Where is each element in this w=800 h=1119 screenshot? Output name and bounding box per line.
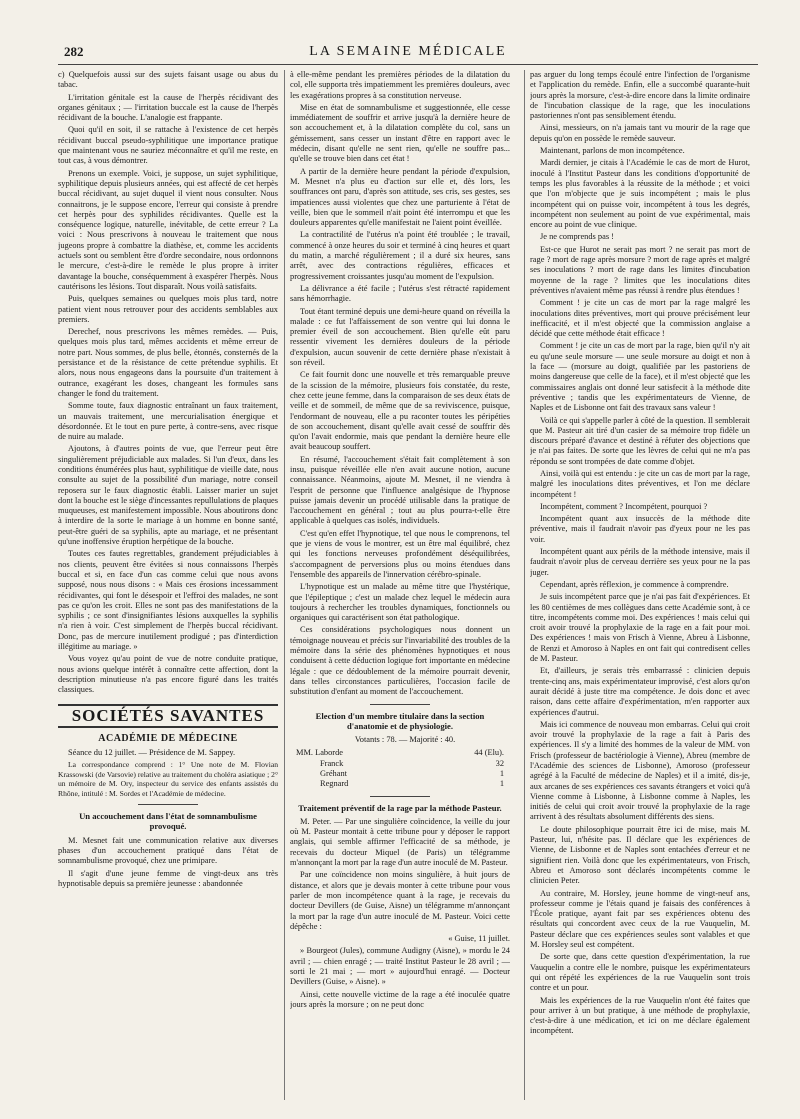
- paragraph: L'irritation génitale est la cause de l'herpès récidivant des organes génitaux ; — l'irritation buccale est la cause de l'herpès récidivant de la bouche. L'analogie est frappante.: [58, 92, 278, 123]
- divider: [370, 704, 430, 705]
- paragraph: Il s'agit d'une jeune femme de vingt-deux ans très hypnotisable depuis sa première jeunesse : abandonnée: [58, 868, 278, 888]
- paragraph: Maintenant, parlons de mon incompétence.: [540, 146, 685, 156]
- paragraph: De sorte que, dans cette question d'expérimentation, la rue Vauquelin a contre elle le nombre, puisque les expérimentateurs qui ont répété les expériences de la rue Vauquelin sont trois contre et un pour.: [530, 952, 750, 993]
- paragraph: Ces considérations psychologiques nous donnent un témoignage nouveau et précis sur l'invariabilité des troubles de la mémoire dans la série des phénomènes hypnotiques et nous conduisent à cette déduction logique fort importante en médecine légale : que ce dédoublement de la mémoire pourrait devenir, dans telles circonstances particulières, l'occasion facile de substitution d'enfant au moment de l'accouchement.: [290, 625, 510, 697]
- divider: [138, 804, 198, 805]
- paragraph: A partir de la dernière heure pendant la période d'expulsion, M. Mesnet n'a plus eu d'action sur elle et, dès lors, les souffrances ont paru, d'après son attitude, ses cris, ses gestes, ses impatiences aussi violentes que chez une parturiente à l'état de veille, bien que le sommeil n'ait point été interrompu et que les douleurs apparentes qu'elle manifestait ne l'aient point éveillée.: [290, 166, 510, 228]
- paragraph: Voilà ce qui s'appelle parler à côté de la question. Il semblerait que M. Pasteur ait tiré d'un casier de sa mémoire trop fidèle un discours préparé d'avance et destiné à réfuter des objections que je n'ai pas faites. De sorte que les lèvres de celui qui ne m'a pas répondu se sont trompées de date comme d'objet.: [530, 415, 750, 466]
- session-line: Séance du 12 juillet. — Présidence de M. Sappey.: [68, 748, 236, 758]
- vote-count: 32: [495, 758, 504, 768]
- paragraph: Quoi qu'il en soit, il se rattache à l'existence de cet herpès récidivant buccal pseudo-syphilitique une importance pratique que maintenant vous ne sauriez méconnaître et qu'il me reste, en tout cas, à vous démontrer.: [58, 125, 278, 166]
- paragraph: Ajoutons, à d'autres points de vue, que l'erreur peut être singulièrement préjudiciable aux malades. Si l'un d'eux, dans les conditions énumérées plus haut, syphilitique de vieille date, nous consulte au sujet de la possibilité d'un mariage, notre conseil reposera sur le faux diagnostic établi. Laisser marier un sujet dont la bouche est le siège d'incessantes repullulations de plaques muqueuses, est manifestement impossible. Nous aboutirons donc à interdire de la sorte le mariage à un homme en bonne santé, peut-être guéri de sa syphilis, apte au mariage, et ne présentant qu'une inoffensive éruption herpétique de la bouche.: [58, 444, 278, 547]
- paragraph: Derechef, nous prescrivons les mêmes remèdes. — Puis, quelques mois plus tard, mêmes accidents et même erreur de notre part. Nous sommes, de plus belle, étonnés, consternés de la persistance et de la résistance de cette prétendue syphilis. Et alors, nous nous engageons dans la poursuite d'un traitement à outrance, exagérant les doses, changeant les formules sans changer le fond du traitement.: [58, 327, 278, 398]
- column-2: [290, 70, 510, 1100]
- page-number: 282: [64, 44, 84, 59]
- votes-line: Votants : 78. — Majorité : 40.: [354, 735, 456, 745]
- vote-count: 44 (Elu).: [474, 748, 504, 758]
- votes-table: [296, 748, 504, 789]
- candidate-name: Franck: [320, 758, 344, 768]
- column-3: [530, 70, 750, 1100]
- paragraph: Cependant, après réflexion, je commence à comprendre.: [540, 579, 729, 589]
- paragraph: Puis, quelques semaines ou quelques mois plus tard, notre patient vient nous retrouver pour des accidents semblables aux premiers.: [58, 294, 278, 324]
- paragraph: à elle-même pendant les premières périodes de la dilatation du col, elle supporta très impatiemment les premières douleurs, avec les exagérations propres à sa constitution nerveuse.: [290, 70, 510, 100]
- paragraph: La délivrance a été facile ; l'utérus s'est rétracté rapidement sans hémorrhagie.: [290, 283, 510, 304]
- paragraph: Mais ici commence de nouveau mon embarras. Celui qui croit avoir trouvé la prophylaxie de la rage a fait à Paris des expériences. Il s'y a limité des hommes de la valeur de MM. von Frisch (professeur de bactériologie à Vienne), Abreu (membre de l'Académie des sciences de Lisbonne), Amoroso (professeur agrégé à la Faculté de médecine de Naples) et il a imité, dis-je, aux arcanes de ses expériences ces savants étrangers et voici qu'à Vienne comme à Lisbonne, à Lisbonne comme à Naples, les initiés de celui qui croit avoir trouvé la prophylaxie de la rage arrivent à des résultats absolument différents des siens.: [530, 719, 750, 822]
- running-title: LA SEMAINE MÉDICALE: [309, 44, 507, 59]
- paragraph: M. Mesnet fait une communication relative aux diverses phases d'un accouchement pratiqué dans l'état de somnambulisme provoqué, chez une primipare.: [58, 835, 278, 866]
- vote-count: 1: [499, 769, 504, 778]
- paragraph: Toutes ces fautes regrettables, grandement préjudiciables à nos clients, peuvent être évitées si nous connaissons l'herpès buccal et si, en face d'un cas comme celui que nous avons supposé, nous nous disons : « Mais ces érosions incessamment récidivantes, qui font le désespoir et l'effroi des malades, ne sont pas ce qu'on les croit. Elles ne sont pas des manifestations de la syphilis ; ce sont d'insignifiantes lésions auxquelles la syphilis n'a rien à voir. C'est simplement de l'herpès buccal récidivant. Donc, pas de mercure inutilement prodigué ; pas d'interdiction illégitime au mariage. »: [58, 549, 278, 652]
- telegram-text: » Bourgeot (Jules), commune Audigny (Aisne), » mordu le 24 avril ; — chien enragé ; — traité Institut Pasteur le 28 avril ; — sorti le 21 mai ; — mort » aujourd'hui enragé. — Docteur Devillers (Guise, » Aisne). »: [290, 946, 510, 987]
- paragraph: Par une coïncidence non moins singulière, à huit jours de distance, et alors que je devais monter à cette tribune pour vous parler de mon incompétence quant à la rage, je recevais du docteur Devillers (de Guise, Aisne) un télégramme m'annonçant la mort par la rage d'un autre inoculé de M. Pasteur. Voici cette dépêche :: [290, 870, 510, 931]
- paragraph: Prenons un exemple. Voici, je suppose, un sujet syphilitique, syphilitique depuis plusieurs années, qui est affecté de cet herpès buccal récidivant, au sujet duquel il vient nous consulter. Nous connaitrons, je le suppose encore, l'erreur qui consiste à prendre cet herpès pour des syphilides récidivantes. Quelle est la conséquence logique, naturelle, inévitable, de cette erreur ? La voici : Nous prescrivons à nouveau le traitement que nous jugeons propre à combattre la diathèse, et, comme les accidents actuels sont ou semblent être d'ordre secondaire, nous ordonnons le mercure, c'est-à-dire le remède le plus propre à irriter davantage la bouche, conséquemment à exaspérer l'herpès. Nous cautérisons les lésions. Tout disparaît. Nous voilà satisfaits.: [58, 168, 278, 291]
- rabies-heading: Traitement préventif de la rage par la méthode Pasteur.: [298, 802, 502, 813]
- paragraph: Ainsi, messieurs, on n'a jamais tant vu mourir de la rage que depuis qu'on en possède le remède sauveur.: [530, 123, 750, 143]
- paragraph: L'hypnotique est un malade au même titre que l'hystérique, que l'épileptique ; c'est un malade chez lequel le médecin aura toujours à rechercher les troubles dynamiques, fonctionnels ou organiques qui caractérisent son état pathologique.: [290, 582, 510, 623]
- vote-row: [296, 759, 504, 769]
- paragraph: C'est qu'en effet l'hypnotique, tel que nous le comprenons, tel que je viens de vous le montrer, est un être mal équilibré, chez qui les fonctions nerveuses profondément déséquilibrées, s'accompagnent de perversions plus ou moins étendues dans l'ensemble des appareils de l'innervation cérébro-spinale.: [290, 528, 510, 579]
- vote-row: [296, 769, 504, 779]
- paragraph: Au contraire, M. Horsley, jeune homme de vingt-neuf ans, professeur comme je l'étais quand je faisais des conférences à l'École pratique, ayant fait par ses expériences obtenu des résultats qui concordent avec ceux de la rue Vauquelin, M. Pasteur déclare que ces expériences seules sont valables et que M. Horsley seul est compétent.: [530, 888, 750, 950]
- paragraph: Incompétent, comment ? Incompétent, pourquoi ?: [540, 501, 708, 511]
- paragraph: Mise en état de somnambulisme et suggestionnée, elle cesse immédiatement de souffrir et arrive jusqu'à la dernière heure de son accouchement et, à la dilatation complète du col, sans un gémissement, sans cesser un instant d'être en rapport avec le médecin, disant qu'elle ne sent rien, qu'elle ne souffre pas... qu'elle se trouve bien dans cet état !: [290, 102, 510, 164]
- paragraph: Mardi dernier, je citais à l'Académie le cas de mort de Hurot, inoculé à l'Institut Pasteur dans les conditions d'opportunité de temps les plus favorables à la réussite de la méthode ; et voici que l'on m'objecte que je suis incompétent ; mais le plus incompétent qui on puisse voir, incompétent à tous les degrés, incompétent non seulement au point de vue expérimental, mais encore au point de vue clinique.: [530, 158, 750, 230]
- paragraph: pas arguer du long temps écoulé entre l'infection de l'organisme et l'application du remède. Enfin, elle a succombé quarante-huit jours après la morsure, c'est-à-dire encore dans la limite ordinaire de l'incubation classique de la rage, que les inoculations pastoriennes n'ont pas sensiblement étendu.: [530, 70, 750, 121]
- paragraph: Tout étant terminé depuis une demi-heure quand on réveilla la malade : ce fut l'affaissement de son ventre qui lui donna le premier éveil de son accouchement. Bien qu'elle eût paru ressentir vivement les dernières douleurs de la période d'expulsion, aucun souvenir de cette dernière phase n'existait à son réveil.: [290, 306, 510, 368]
- vote-row: [296, 748, 504, 758]
- paragraph: Mais les expériences de la rue Vauquelin n'ont été faites que pour arriver à un but pratique, à une méthode de prophylaxie, c'est-à-dire à une médication, et ici on me déclare également incompétent.: [530, 995, 750, 1036]
- paragraph: Ainsi, voilà qui est entendu : je cite un cas de mort par la rage, malgré les inoculations dites préventives, et l'on me déclare incompétent !: [530, 468, 750, 499]
- paragraph: Comment ! je cite un cas de mort par la rage, bien qu'il n'y ait eu qu'une seule morsure — une seule morsure au doigt et non à la face — (morsure au doigt, qualifiée par les pastoriens de moins dangereuse que celle de la face), et il m'est objecté que les commissaires anglais ont donné leur satisfecit à la méthode dite préventive ; tandis que les expérimentateurs de Vienne, de Naples et de Lisbonne ont fait des travaux sans valeur !: [530, 341, 750, 413]
- election-heading: Election d'un membre titulaire dans la section d'anatomie et de physiologie.: [315, 710, 485, 731]
- paragraph: Incompétent quant aux insuccès de la méthode dite préventive, mais il faudrait n'avoir pas d'yeux pour ne les pas voir.: [530, 514, 750, 544]
- paragraph: Est-ce que Hurot ne serait pas mort ? ne serait pas mort de rage ? mort de rage après morsure ? mort de rage après et malgré ses inoculations ? mort de rage dans les limites d'incubation moyenne de la rage ? limites que les inoculations dites préventives n'avaient même pas réussi à rendre plus étendues !: [530, 244, 750, 295]
- column-rule-right: [524, 70, 525, 1100]
- academy-heading: ACADÉMIE DE MÉDECINE: [98, 732, 238, 744]
- paragraph: Comment ! je cite un cas de mort par la rage malgré les inoculations dites préventives, mort qui prouve précisément leur inefficacité, et il m'est objecté que la commission anglaise a décidé que cette méthode était efficace !: [530, 298, 750, 339]
- paragraph: Je ne comprends pas !: [540, 232, 614, 242]
- candidate-name: MM. Laborde: [296, 748, 343, 758]
- column-rule-left: [284, 70, 285, 1100]
- candidate-name: Gréhant: [320, 769, 347, 778]
- paragraph: En résumé, l'accouchement s'était fait complètement à son insu, puisque réveillée elle n'en avait aucune notion, aucune connaissance. Néanmoins, ajoute M. Mesnet, il ne viendra à l'esprit de personne que l'influence analgésique de l'hypnose puisse jamais devenir un procédé utilisable dans la pratique de l'accouchement en général ; tout au plus pourra-t-elle être applicable à quelques cas isolés, individuels.: [290, 454, 510, 526]
- article-heading: Un accouchement dans l'état de somnambulisme provoqué.: [79, 811, 257, 832]
- column-1: [58, 70, 278, 1100]
- vote-row: [296, 779, 504, 789]
- vote-count: 1: [499, 779, 504, 789]
- section-title: SOCIÉTÉS SAVANTES: [58, 704, 278, 728]
- paragraph: M. Peter. — Par une singulière coïncidence, la veille du jour où M. Pasteur montait à cette tribune pour y déposer le rapport anglais, qui semble affirmer l'efficacité de sa méthode, je recevais du docteur Miquel (de Paris) un télégramme m'annonçant la mort par la rage d'un autre inoculé de M. Pasteur.: [290, 816, 510, 868]
- paragraph: Le doute philosophique pourrait être ici de mise, mais M. Pasteur, lui, n'hésite pas. Il déclare que les expériences de Vienne, de Lisbonne et de Naples sont entachées d'erreur et ne signifient rien. Voilà donc que les expérimentateurs, von Frisch, Abreu et Amoroso sont déclarés incompétents comme le clinicien Peter.: [530, 824, 750, 886]
- candidate-name: Regnard: [320, 779, 349, 789]
- paragraph: La contractilité de l'utérus n'a point été troublée ; le travail, commencé à onze heures du soir et terminé à cinq heures et quart du matin, a marché régulièrement ; il a duré six heures, sans arrêt, avec des contractions régulières, efficaces et progressivement croissantes jusqu'au moment de l'expulsion.: [290, 230, 510, 281]
- page-header: [58, 44, 758, 65]
- paragraph: Je suis incompétent parce que je n'ai pas fait d'expériences. Et les 80 centièmes de mes collègues dans cette Académie sont, à ce titre, incompétents comme moi. Des expériences ! mais celui qui croit avoir trouvé la prophylaxie de la rage en a fait pour moi. Des expériences ! mais von Frisch à Vienne, Abreu à Lisbonne, de Renzi et Amoroso à Naples en ont fait qui contredisent celles de M. Pasteur.: [530, 592, 750, 664]
- correspondence: La correspondance comprend : 1° Une note de M. Flovian Krassowski (de Varsovie) relative au traitement du choléra asiatique ; 2° un mémoire de M. Ory, inspecteur du service des enfants assistés du Rhône, intitulé : M. Sordes et l'Académie de médecine.: [58, 760, 278, 798]
- paragraph: c) Quelquefois aussi sur des sujets faisant usage ou abus du tabac.: [58, 70, 278, 90]
- divider: [370, 796, 430, 797]
- paragraph: Et, d'ailleurs, je serais très embarrassé : clinicien depuis trente-cinq ans, mais expérimentateur improvisé, c'est alors qu'on aurait décidé à juste titre ma compétence. Je dois donc et avec raison, dans cette affaire d'expérimentation, m'en rapporter aux expériences d'autrui.: [530, 666, 750, 717]
- paragraph: Somme toute, faux diagnostic entraînant un faux traitement, un mauvais traitement, une mercurialisation énergique et désordonnée. Et le tout en pure perte, à contre-sens, avec risque de nuire au malade.: [58, 401, 278, 442]
- paragraph: Vous voyez qu'au point de vue de notre conduite pratique, nous avions quelque intérêt à connaître cette affection, dont la description minutieuse n'a pas encore figuré dans les traités classiques.: [58, 654, 278, 695]
- paragraph: Ainsi, cette nouvelle victime de la rage a été inoculée quatre jours après la morsure ; on ne peut donc: [290, 989, 510, 1009]
- telegram-dateline: « Guise, 11 juillet.: [448, 934, 510, 944]
- paragraph: Ce fait fournit donc une nouvelle et très remarquable preuve de la scission de la mémoire, plusieurs fois constatée, du reste, chez cette jeune femme, dans la comparaison de ses deux états de veille et de sommeil, de même que de sa reviviscence, puisque, l'endormant de nouveau, elle a pu raconter toutes les péripéties de son accouchement, disant qu'elle avait cessé de souffrir dès qu'on l'avait endormie, mais que pendant la dernière heure elle avait beaucoup souffert.: [290, 370, 510, 452]
- paragraph: Incompétent quant aux périls de la méthode intensive, mais il faudrait n'avoir plus de cerveau derrière ses yeux pour ne la pas juger.: [530, 547, 750, 577]
